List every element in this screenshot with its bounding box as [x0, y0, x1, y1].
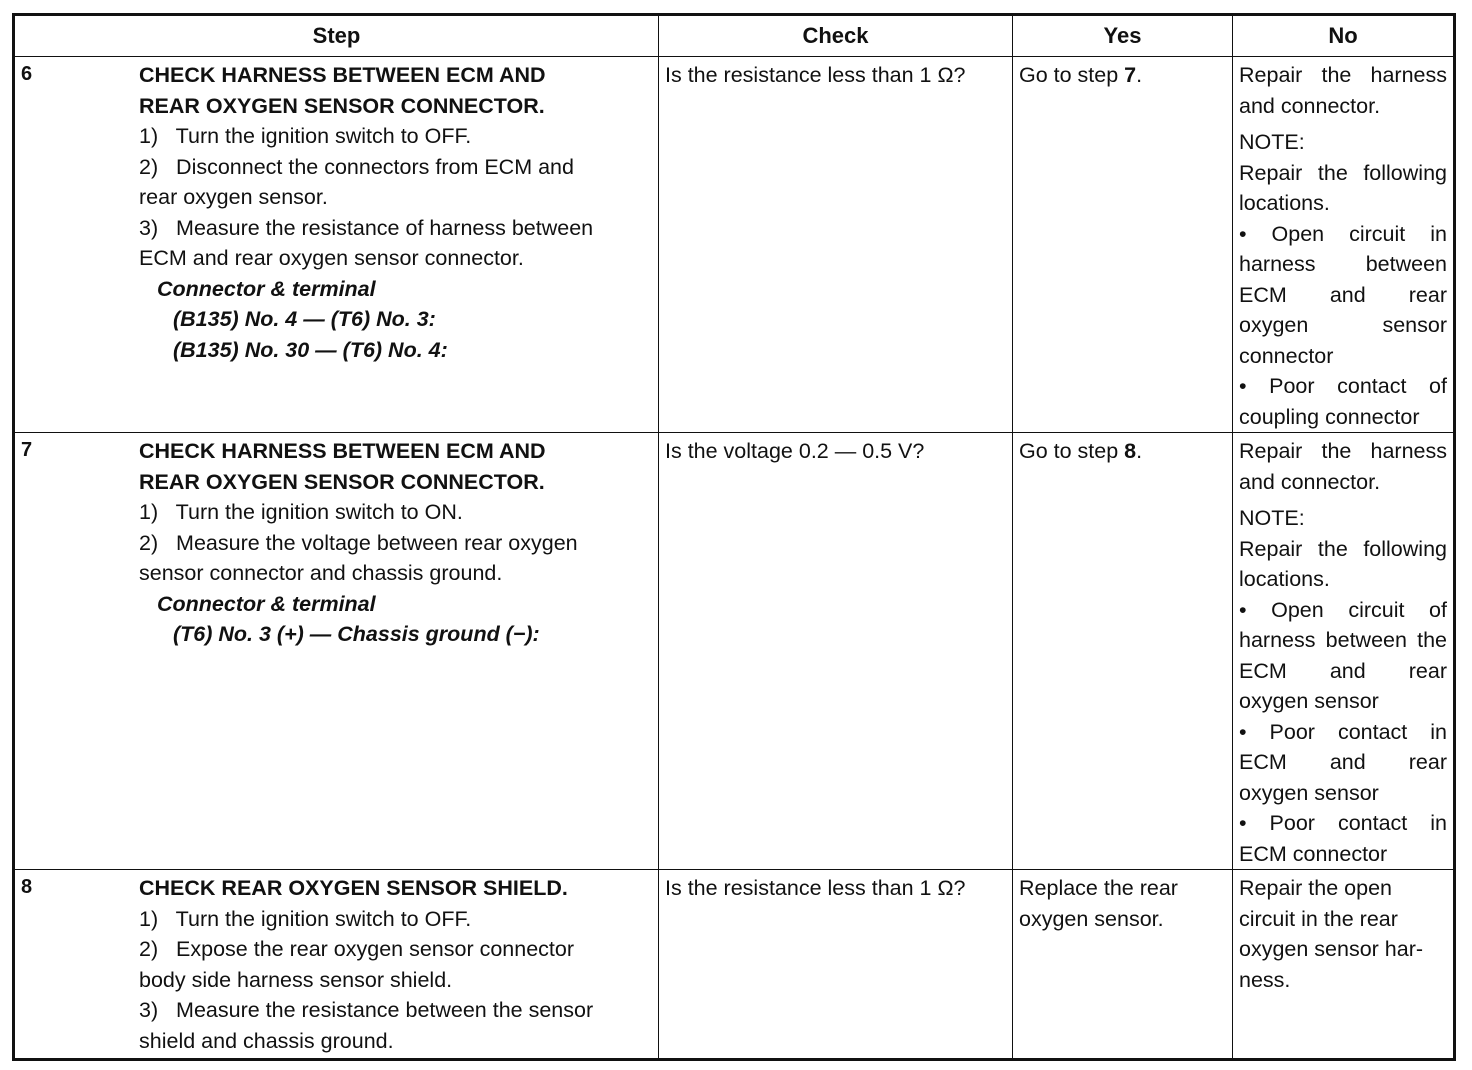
header-row: [14, 15, 1455, 57]
no-cell: [1233, 433, 1455, 870]
step-number: 6: [21, 63, 33, 85]
step-instruction: 3) Measure the resistance between the sensor: [139, 998, 594, 1022]
no-text: Repair the following locations.: [1239, 160, 1447, 215]
step-instruction: 1) Turn the ignition switch to OFF.: [139, 124, 472, 148]
check-question: Is the resistance less than 1 Ω?: [665, 63, 966, 87]
yes-cell: [1013, 57, 1233, 433]
connector-label: Connector & terminal: [157, 276, 376, 301]
table-row: [14, 433, 1455, 870]
header-step: Step: [14, 15, 659, 57]
step-instruction: 2) Measure the voltage between rear oxygen: [139, 530, 578, 555]
no-text: ness.: [1239, 967, 1291, 992]
no-action: [1239, 873, 1447, 995]
step-instructions: [139, 873, 658, 1056]
step-instruction: 3) Measure the resistance of harness between: [139, 215, 594, 240]
check-cell: [659, 433, 1013, 870]
terminal-spec: (B135) No. 4 — (T6) No. 3:: [173, 307, 436, 331]
step-instructions: [139, 436, 658, 650]
no-text: Repair the following locations.: [1239, 536, 1447, 591]
terminal-spec: (B135) No. 30 — (T6) No. 4:: [173, 337, 448, 362]
check-question: Is the voltage 0.2 — 0.5 V?: [665, 439, 925, 463]
step-instruction: body side harness sensor shield.: [139, 967, 453, 992]
diagnostic-table: [12, 13, 1456, 1061]
step-instruction: sensor connector and chassis ground.: [139, 561, 503, 585]
no-text: Repair the harness and connector.: [1239, 63, 1447, 118]
check-question: Is the resistance less than 1 Ω?: [665, 876, 966, 900]
step-cell: [14, 57, 659, 433]
step-cell: [14, 870, 659, 1060]
step-instruction: shield and chassis ground.: [139, 1028, 394, 1053]
no-text: oxygen sensor har-: [1239, 937, 1424, 961]
step-instruction: 1) Turn the ignition switch to ON.: [139, 500, 463, 524]
header-no: No: [1233, 15, 1455, 57]
check-cell: [659, 870, 1013, 1060]
yes-cell: [1013, 870, 1233, 1060]
step-title: CHECK REAR OXYGEN SENSOR SHIELD.: [139, 876, 568, 900]
step-instruction: 2) Disconnect the connectors from ECM and: [139, 154, 574, 179]
terminal-spec: (T6) No. 3 (+) — Chassis ground (−):: [173, 622, 540, 646]
table-row: [14, 870, 1455, 1060]
step-instructions: [139, 60, 658, 365]
no-cell: [1233, 57, 1455, 433]
yes-action: [1019, 873, 1226, 934]
step-title: REAR OXYGEN SENSOR CONNECTOR.: [139, 93, 545, 118]
yes-text: .: [1136, 439, 1143, 463]
step-instruction: rear oxygen sensor.: [139, 185, 328, 209]
connector-label: Connector & terminal: [157, 591, 376, 616]
no-text: circuit in the rear: [1239, 906, 1398, 931]
step-title: CHECK HARNESS BETWEEN ECM AND: [139, 63, 546, 87]
step-title: REAR OXYGEN SENSOR CONNECTOR.: [139, 469, 545, 494]
check-cell: [659, 57, 1013, 433]
yes-text: oxygen sensor.: [1019, 906, 1164, 931]
no-bullet: • Poor contact in ECM connector: [1239, 811, 1447, 866]
no-action: [1239, 60, 1447, 432]
yes-step-number: 7: [1124, 63, 1137, 87]
yes-text: Go to step: [1019, 439, 1125, 463]
no-cell: [1233, 870, 1455, 1060]
yes-step-number: 8: [1124, 439, 1137, 463]
table-row: [14, 57, 1455, 433]
step-cell: [14, 433, 659, 870]
step-instruction: ECM and rear oxygen sensor connector.: [139, 246, 524, 270]
no-bullet: • Open circuit of harness between the ECM and rear oxygen sensor: [1239, 597, 1447, 713]
yes-text: Replace the rear: [1019, 876, 1178, 900]
yes-cell: [1013, 433, 1233, 870]
yes-text: Go to step: [1019, 63, 1125, 87]
no-bullet: • Open circuit in harness between ECM and rear oxygen sensor connector: [1239, 221, 1447, 368]
yes-action: [1019, 436, 1226, 467]
header-check: Check: [659, 15, 1013, 57]
header-yes: Yes: [1013, 15, 1233, 57]
note-label: NOTE:: [1239, 506, 1305, 530]
note-label: NOTE:: [1239, 130, 1305, 154]
yes-action: [1019, 60, 1226, 91]
no-text: Repair the open: [1239, 876, 1392, 900]
no-bullet: • Poor contact of coupling connector: [1239, 374, 1447, 429]
no-bullet: • Poor contact in ECM and rear oxygen sensor: [1239, 719, 1447, 805]
step-number: 7: [21, 439, 33, 461]
no-text: Repair the harness and connector.: [1239, 439, 1447, 494]
step-number: 8: [21, 876, 33, 898]
step-instruction: 2) Expose the rear oxygen sensor connector: [139, 937, 575, 961]
step-title: CHECK HARNESS BETWEEN ECM AND: [139, 439, 546, 463]
step-instruction: 1) Turn the ignition switch to OFF.: [139, 906, 472, 931]
no-action: [1239, 436, 1447, 869]
yes-text: .: [1136, 63, 1143, 87]
